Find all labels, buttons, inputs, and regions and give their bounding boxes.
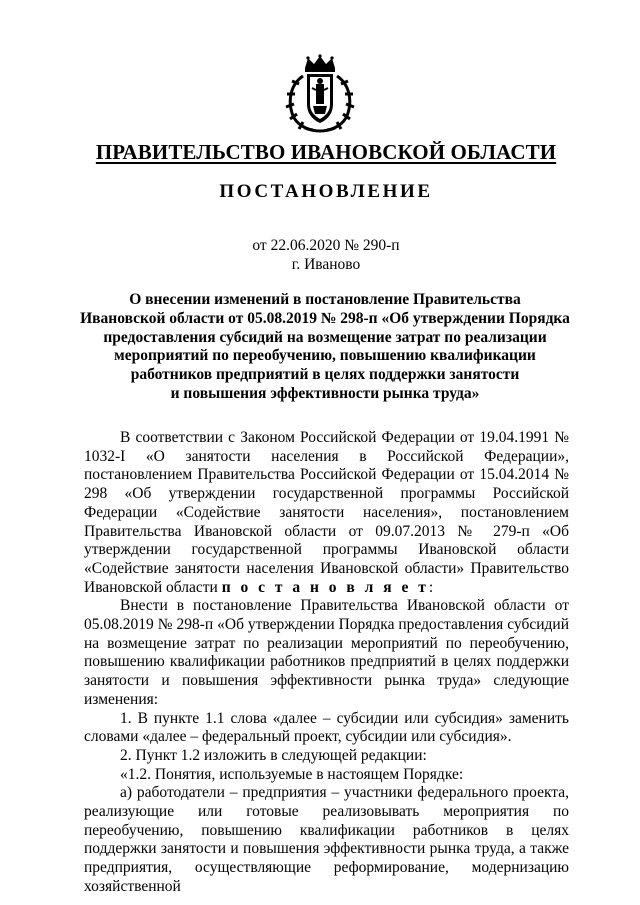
item-1-paragraph: 1. В пункте 1.1 слова «далее – субсидии или субсидия» заменить словами «далее – федеральный проект, субсидии или субсидия». (84, 709, 569, 746)
document-subject (80, 291, 570, 404)
government-title: ПРАВИТЕЛЬСТВО ИВАНОВСКОЙ ОБЛАСТИ (95, 140, 557, 164)
subject-line: Ивановской области от 05.08.2019 № 298-п «Об утверждении Порядка (80, 309, 570, 327)
preamble-text: В соответствии с Законом Российской Федерации от 19.04.1991 № 1032-I «О занятости населения в Российской Федерации», постановлением Правительства Российской Федерации от 15.04.2014 № 298 «Об утверждении государственной программы Российской Федерации «Содействие занятости населения», постановлением Правительства Ивановской области от 09.07.2013 № 279-п «Об утверждении государственной программы Ивановской области «Содействие занятости населения Ивановской области» Правительство Ивановской области (84, 429, 569, 596)
subject-line: О внесении изменений в постановление Правительства (129, 291, 521, 308)
subject-line: и повышения эффективности рынка труда» (170, 384, 480, 402)
subject-line: работников предприятий в целях поддержки занятости (130, 366, 520, 384)
intro-paragraph: Внести в постановление Правительства Ивановской области от 05.08.2019 № 298-п «Об утверждении Порядка предоставления субсидий на возмещение затрат по реализации мероприятий по переобучению, повышению квалификации работников предприятий в целях поддержки занятости и повышения эффективности рынка труда» следующие изменения: (84, 597, 569, 708)
coat-of-arms-emblem (283, 54, 357, 134)
document-city: г. Иваново (291, 256, 361, 273)
document-body (84, 429, 569, 897)
quote-item-a-paragraph: а) работодатели – предприятия – участники федерального проекта, реализующие или готовые реализовывать мероприятия по переобучению, повышению квалификации работников в целях поддержки занятости и повышения эффективности рынка труда, а также предприятия, осуществляющие реформирование, модернизацию хозяйственной (84, 784, 569, 895)
document-date-number: от 22.06.2020 № 290-п (252, 237, 400, 254)
document-type-title: ПОСТАНОВЛЕНИЕ (219, 181, 433, 202)
decree-word: п о с т а н о в л я е т (221, 578, 429, 596)
subject-line: мероприятий по переобучению, повышению квалификации (114, 347, 536, 365)
decree-colon: : (428, 578, 434, 596)
subject-line: предоставления субсидий на возмещение затрат по реализации (103, 328, 547, 346)
preamble-paragraph (84, 429, 569, 597)
quote-heading-paragraph: «1.2. Понятия, используемые в настоящем Порядке: (120, 765, 464, 783)
item-2-paragraph: 2. Пункт 1.2 изложить в следующей редакции: (120, 746, 427, 764)
